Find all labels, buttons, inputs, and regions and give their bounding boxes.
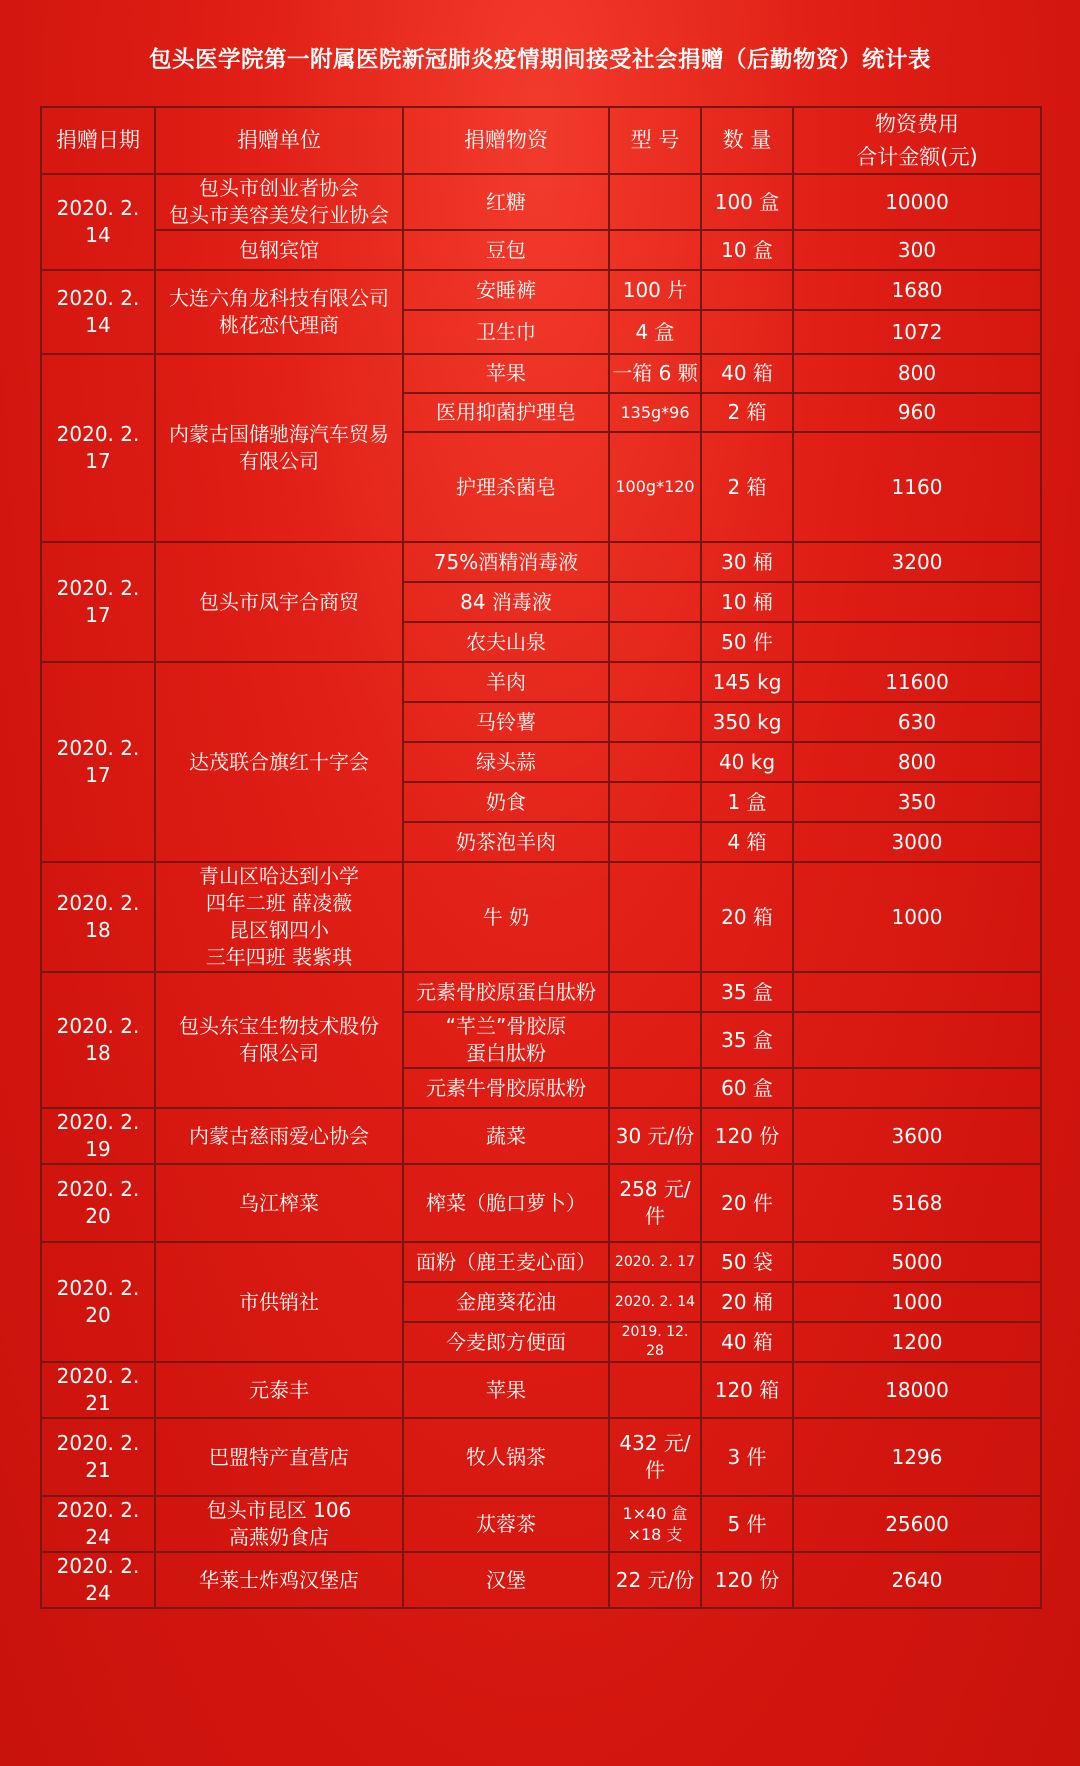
item-amount: 300 bbox=[793, 230, 1041, 270]
donated-item bbox=[403, 742, 609, 782]
table-row bbox=[41, 1418, 1041, 1496]
donor-name bbox=[155, 1108, 403, 1164]
donation-date: 2020. 2. 17 bbox=[41, 662, 155, 862]
donated-item-line: 苹果 bbox=[486, 361, 526, 386]
donated-item bbox=[403, 432, 609, 542]
donor-name bbox=[155, 354, 403, 542]
donated-item-line: 牛 奶 bbox=[482, 904, 530, 929]
item-amount bbox=[793, 622, 1041, 662]
donated-item-line: 奶食 bbox=[486, 789, 526, 814]
donor-name-line: 包头市创业者协会 bbox=[199, 176, 359, 201]
item-model bbox=[609, 230, 701, 270]
item-amount bbox=[793, 1012, 1041, 1068]
donor-name bbox=[155, 174, 403, 230]
donation-date: 2020. 2. 18 bbox=[41, 862, 155, 972]
item-amount: 1072 bbox=[793, 310, 1041, 354]
donation-date: 2020. 2. 14 bbox=[41, 174, 155, 270]
item-amount: 800 bbox=[793, 742, 1041, 782]
donor-name-line: 包钢宾馆 bbox=[239, 237, 319, 262]
donor-name-line: 三年四班 裴紫琪 bbox=[205, 945, 353, 970]
item-model-line: 100g*120 bbox=[615, 477, 695, 497]
header-amount-line2: 合计金额(元) bbox=[856, 144, 978, 169]
donation-date: 2020. 2. 20 bbox=[41, 1242, 155, 1362]
donor-name-line: 有限公司 bbox=[239, 449, 319, 474]
donor-name-line: 内蒙古国储驰海汽车贸易 bbox=[169, 422, 389, 447]
item-model-line: 135g*96 bbox=[620, 402, 690, 422]
donor-name bbox=[155, 662, 403, 862]
item-quantity: 350 kg bbox=[701, 702, 793, 742]
donated-item-line: 绿头蒜 bbox=[476, 749, 536, 774]
item-quantity bbox=[701, 310, 793, 354]
item-quantity: 145 kg bbox=[701, 662, 793, 702]
header-date: 捐赠日期 bbox=[41, 107, 155, 174]
donated-item bbox=[403, 1282, 609, 1322]
item-amount: 3000 bbox=[793, 822, 1041, 862]
donated-item bbox=[403, 782, 609, 822]
item-model bbox=[609, 782, 701, 822]
donated-item-line: 红糖 bbox=[486, 189, 526, 214]
donated-item bbox=[403, 972, 609, 1012]
table-row bbox=[41, 862, 1041, 972]
donor-name-line: 市供销社 bbox=[239, 1289, 319, 1314]
item-model-line: 1×40 盒 bbox=[622, 1503, 688, 1523]
item-amount: 3600 bbox=[793, 1108, 1041, 1164]
donor-name-line: 青山区哈达到小学 bbox=[199, 864, 359, 889]
donor-name-line: 昆区钢四小 bbox=[229, 918, 329, 943]
item-model bbox=[609, 662, 701, 702]
item-quantity: 2 箱 bbox=[701, 432, 793, 542]
item-amount: 1160 bbox=[793, 432, 1041, 542]
item-amount bbox=[793, 972, 1041, 1012]
donor-name-line: 大连六角龙科技有限公司 bbox=[169, 286, 389, 311]
donated-item-line: “芊兰”骨胶原 bbox=[445, 1014, 567, 1039]
table-row bbox=[41, 230, 1041, 270]
header-amount-line1: 物资费用 bbox=[875, 112, 959, 136]
item-model bbox=[609, 742, 701, 782]
donated-item bbox=[403, 393, 609, 432]
table-row bbox=[41, 1496, 1041, 1552]
item-model bbox=[609, 1418, 701, 1496]
item-amount: 630 bbox=[793, 702, 1041, 742]
donated-item-line: 面粉（鹿王麦心面） bbox=[416, 1249, 596, 1274]
item-quantity: 120 箱 bbox=[701, 1362, 793, 1418]
item-model bbox=[609, 1362, 701, 1418]
item-quantity bbox=[701, 270, 793, 310]
item-model-line: 22 元/份 bbox=[615, 1567, 695, 1592]
donated-item bbox=[403, 1068, 609, 1108]
item-quantity: 10 盒 bbox=[701, 230, 793, 270]
donor-name-line: 桃花恋代理商 bbox=[219, 313, 339, 338]
donor-name bbox=[155, 270, 403, 354]
donor-name bbox=[155, 542, 403, 662]
item-quantity: 4 箱 bbox=[701, 822, 793, 862]
item-amount: 5168 bbox=[793, 1164, 1041, 1242]
donor-name-line: 达茂联合旗红十字会 bbox=[189, 749, 369, 774]
donated-item-line: 羊肉 bbox=[486, 669, 526, 694]
item-amount: 10000 bbox=[793, 174, 1041, 230]
item-model bbox=[609, 1068, 701, 1108]
item-amount: 1680 bbox=[793, 270, 1041, 310]
item-model bbox=[609, 972, 701, 1012]
donated-item bbox=[403, 582, 609, 622]
donated-item bbox=[403, 1108, 609, 1164]
item-model bbox=[609, 310, 701, 354]
item-quantity: 10 桶 bbox=[701, 582, 793, 622]
item-model-line: 432 元/ bbox=[619, 1431, 691, 1456]
donation-date: 2020. 2. 18 bbox=[41, 972, 155, 1108]
donor-name-line: 高燕奶食店 bbox=[229, 1525, 329, 1550]
donor-name bbox=[155, 1496, 403, 1552]
header-qty: 数 量 bbox=[701, 107, 793, 174]
donated-item-line: 榨菜（脆口萝卜） bbox=[426, 1190, 586, 1215]
donated-item-line: 苹果 bbox=[486, 1377, 526, 1402]
item-amount: 1296 bbox=[793, 1418, 1041, 1496]
item-model bbox=[609, 1282, 701, 1322]
donor-name-line: 包头市凤宇合商贸 bbox=[199, 589, 359, 614]
donated-item bbox=[403, 354, 609, 393]
donor-name bbox=[155, 1418, 403, 1496]
item-model bbox=[609, 582, 701, 622]
item-quantity: 120 份 bbox=[701, 1552, 793, 1608]
donation-date: 2020. 2. 17 bbox=[41, 354, 155, 542]
table-row bbox=[41, 1164, 1041, 1242]
table-row bbox=[41, 1552, 1041, 1608]
donor-name-line: 内蒙古慈雨爱心协会 bbox=[189, 1123, 369, 1148]
donated-item-line: 牧人锅茶 bbox=[466, 1444, 546, 1469]
donor-name-line: 华莱士炸鸡汉堡店 bbox=[199, 1567, 359, 1592]
item-model bbox=[609, 174, 701, 230]
donated-item bbox=[403, 1362, 609, 1418]
donor-name bbox=[155, 862, 403, 972]
item-quantity: 5 件 bbox=[701, 1496, 793, 1552]
item-amount: 960 bbox=[793, 393, 1041, 432]
item-quantity: 40 箱 bbox=[701, 1322, 793, 1362]
donor-name-line: 包头市昆区 106 bbox=[206, 1498, 352, 1523]
item-amount: 25600 bbox=[793, 1496, 1041, 1552]
donated-item-line: 医用抑菌护理皂 bbox=[436, 400, 576, 425]
donor-name bbox=[155, 1164, 403, 1242]
donor-name bbox=[155, 230, 403, 270]
donated-item-line: 元素牛骨胶原肽粉 bbox=[426, 1075, 586, 1100]
donated-item bbox=[403, 702, 609, 742]
donor-name-line: 包头市美容美发行业协会 bbox=[169, 203, 389, 228]
table-row bbox=[41, 174, 1041, 230]
item-model bbox=[609, 393, 701, 432]
donated-item-line: 马铃薯 bbox=[476, 709, 536, 734]
donated-item-line: 豆包 bbox=[486, 237, 526, 262]
donated-item-line: 元素骨胶原蛋白肽粉 bbox=[416, 979, 596, 1004]
item-model bbox=[609, 702, 701, 742]
item-model bbox=[609, 1496, 701, 1552]
item-amount: 11600 bbox=[793, 662, 1041, 702]
donor-name-line: 四年二班 薛凌薇 bbox=[205, 891, 353, 916]
item-amount: 1200 bbox=[793, 1322, 1041, 1362]
donated-item bbox=[403, 1552, 609, 1608]
donation-date: 2020. 2. 21 bbox=[41, 1418, 155, 1496]
item-quantity: 40 箱 bbox=[701, 354, 793, 393]
item-model bbox=[609, 862, 701, 972]
table-row bbox=[41, 1362, 1041, 1418]
donated-item-line: 84 消毒液 bbox=[460, 589, 552, 614]
item-model bbox=[609, 622, 701, 662]
item-model-line: ×18 支 bbox=[627, 1525, 683, 1545]
item-amount: 800 bbox=[793, 354, 1041, 393]
donated-item bbox=[403, 230, 609, 270]
donor-name-line: 元泰丰 bbox=[249, 1377, 309, 1402]
item-quantity: 50 袋 bbox=[701, 1242, 793, 1282]
donated-item-line: 蔬菜 bbox=[486, 1123, 526, 1148]
donated-item bbox=[403, 542, 609, 582]
donor-name bbox=[155, 1552, 403, 1608]
item-quantity: 20 件 bbox=[701, 1164, 793, 1242]
item-model bbox=[609, 542, 701, 582]
table-row bbox=[41, 542, 1041, 582]
donated-item-line: 护理杀菌皂 bbox=[456, 474, 556, 499]
donated-item bbox=[403, 622, 609, 662]
donated-item-line: 卫生巾 bbox=[476, 319, 536, 344]
item-model-line: 258 元/ bbox=[619, 1177, 691, 1202]
donor-name-line: 包头东宝生物技术股份 bbox=[179, 1014, 379, 1039]
donated-item bbox=[403, 822, 609, 862]
item-model-line: 2020. 2. 17 bbox=[614, 1253, 696, 1270]
item-model bbox=[609, 1322, 701, 1362]
item-amount: 350 bbox=[793, 782, 1041, 822]
item-model-line: 4 盒 bbox=[635, 319, 675, 344]
donated-item bbox=[403, 1496, 609, 1552]
item-model-line: 100 片 bbox=[622, 277, 688, 302]
item-amount bbox=[793, 582, 1041, 622]
item-quantity: 20 桶 bbox=[701, 1282, 793, 1322]
header-model: 型 号 bbox=[609, 107, 701, 174]
donated-item bbox=[403, 1012, 609, 1068]
donated-item-line: 汉堡 bbox=[486, 1567, 526, 1592]
item-amount: 3200 bbox=[793, 542, 1041, 582]
item-quantity: 120 份 bbox=[701, 1108, 793, 1164]
item-quantity: 35 盒 bbox=[701, 1012, 793, 1068]
header-row bbox=[41, 107, 1041, 174]
donor-name bbox=[155, 972, 403, 1108]
donation-date: 2020. 2. 19 bbox=[41, 1108, 155, 1164]
item-model-line: 件 bbox=[645, 1458, 665, 1483]
donation-table bbox=[40, 106, 1042, 1609]
table-row bbox=[41, 1108, 1041, 1164]
donated-item bbox=[403, 1242, 609, 1282]
item-quantity: 20 箱 bbox=[701, 862, 793, 972]
item-model bbox=[609, 822, 701, 862]
item-quantity: 60 盒 bbox=[701, 1068, 793, 1108]
donated-item bbox=[403, 862, 609, 972]
page-title: 包头医学院第一附属医院新冠肺炎疫情期间接受社会捐赠（后勤物资）统计表 bbox=[148, 47, 931, 73]
item-quantity: 40 kg bbox=[701, 742, 793, 782]
item-model bbox=[609, 1242, 701, 1282]
donated-item bbox=[403, 270, 609, 310]
donated-item bbox=[403, 174, 609, 230]
item-model bbox=[609, 354, 701, 393]
item-model-line: 2020. 2. 14 bbox=[614, 1293, 696, 1310]
donor-name-line: 巴盟特产直营店 bbox=[209, 1444, 349, 1469]
item-amount: 5000 bbox=[793, 1242, 1041, 1282]
item-model bbox=[609, 1108, 701, 1164]
item-model bbox=[609, 1012, 701, 1068]
header-item: 捐赠物资 bbox=[403, 107, 609, 174]
item-amount bbox=[793, 1068, 1041, 1108]
item-model-line: 2019. 12. 28 bbox=[621, 1324, 689, 1360]
item-amount: 18000 bbox=[793, 1362, 1041, 1418]
item-model bbox=[609, 270, 701, 310]
donation-date: 2020. 2. 24 bbox=[41, 1552, 155, 1608]
item-model bbox=[609, 1552, 701, 1608]
donated-item-line: 农夫山泉 bbox=[466, 629, 546, 654]
item-quantity: 50 件 bbox=[701, 622, 793, 662]
donation-date: 2020. 2. 21 bbox=[41, 1362, 155, 1418]
donated-item-line: 75%酒精消毒液 bbox=[433, 549, 579, 574]
item-amount: 1000 bbox=[793, 1282, 1041, 1322]
item-quantity: 1 盒 bbox=[701, 782, 793, 822]
donated-item-line: 苁蓉茶 bbox=[476, 1511, 536, 1536]
item-amount: 2640 bbox=[793, 1552, 1041, 1608]
item-quantity: 30 桶 bbox=[701, 542, 793, 582]
donated-item-line: 蛋白肽粉 bbox=[466, 1041, 546, 1066]
table-row bbox=[41, 270, 1041, 310]
donated-item bbox=[403, 310, 609, 354]
donation-date: 2020. 2. 24 bbox=[41, 1496, 155, 1552]
donated-item bbox=[403, 662, 609, 702]
item-quantity: 2 箱 bbox=[701, 393, 793, 432]
donation-date: 2020. 2. 17 bbox=[41, 542, 155, 662]
item-model-line: 一箱 6 颗 bbox=[612, 361, 698, 386]
donated-item-line: 今麦郎方便面 bbox=[446, 1329, 566, 1354]
donated-item bbox=[403, 1418, 609, 1496]
item-amount: 1000 bbox=[793, 862, 1041, 972]
donation-date: 2020. 2. 20 bbox=[41, 1164, 155, 1242]
donated-item bbox=[403, 1164, 609, 1242]
donation-date: 2020. 2. 14 bbox=[41, 270, 155, 354]
table-row bbox=[41, 972, 1041, 1012]
item-model-line: 件 bbox=[645, 1204, 665, 1229]
header-amount bbox=[793, 107, 1041, 174]
item-model-line: 30 元/份 bbox=[615, 1123, 695, 1148]
item-quantity: 35 盒 bbox=[701, 972, 793, 1012]
donated-item bbox=[403, 1322, 609, 1362]
donor-name-line: 乌江榨菜 bbox=[239, 1190, 319, 1215]
table-body bbox=[41, 107, 1041, 1608]
table-row bbox=[41, 354, 1041, 393]
donated-item-line: 金鹿葵花油 bbox=[456, 1289, 556, 1314]
item-quantity: 100 盒 bbox=[701, 174, 793, 230]
donor-name-line: 有限公司 bbox=[239, 1041, 319, 1066]
item-quantity: 3 件 bbox=[701, 1418, 793, 1496]
donated-item-line: 安睡裤 bbox=[476, 277, 536, 302]
donated-item-line: 奶茶泡羊肉 bbox=[456, 829, 556, 854]
item-model bbox=[609, 1164, 701, 1242]
donor-name bbox=[155, 1242, 403, 1362]
table-row bbox=[41, 662, 1041, 702]
header-donor: 捐赠单位 bbox=[155, 107, 403, 174]
donor-name bbox=[155, 1362, 403, 1418]
table-row bbox=[41, 1242, 1041, 1282]
item-model bbox=[609, 432, 701, 542]
